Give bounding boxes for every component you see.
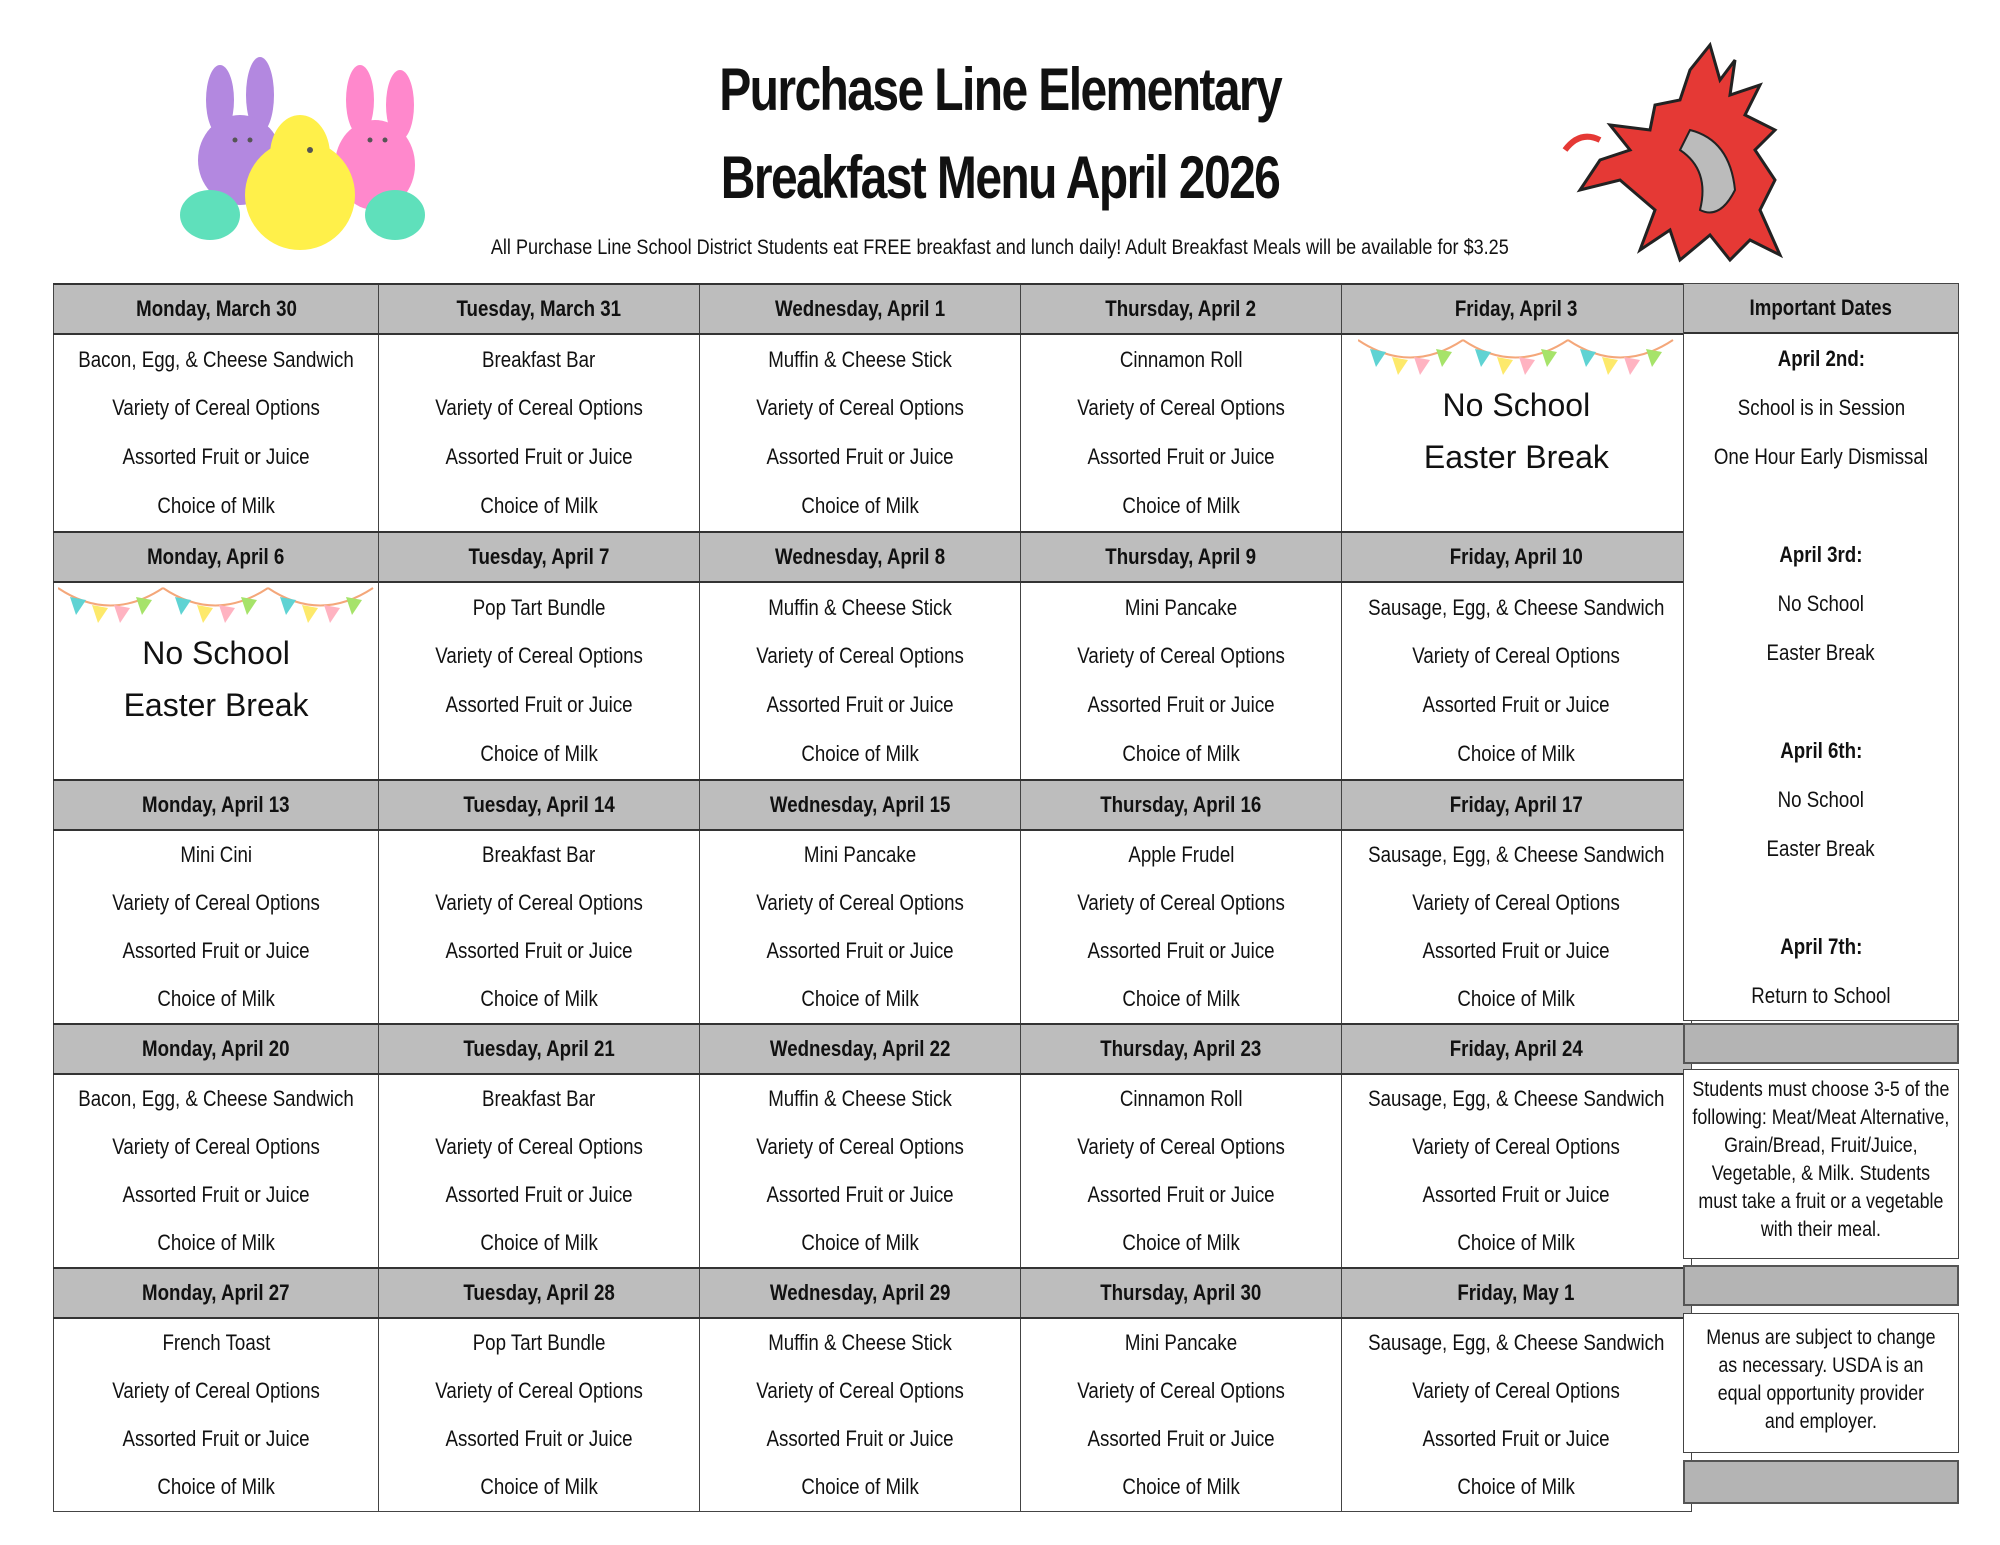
menu-item: Breakfast Bar xyxy=(379,334,700,384)
menu-item: Choice of Milk xyxy=(379,482,700,532)
menu-item: Apple Frudel xyxy=(1021,830,1342,879)
menu-item: Choice of Milk xyxy=(1342,1219,1692,1268)
menu-item: Variety of Cereal Options xyxy=(379,879,700,927)
important-date-line: School is in Session xyxy=(1737,395,1905,420)
menu-item: Sausage, Egg, & Cheese Sandwich xyxy=(1342,1074,1692,1123)
day-header: Monday, April 27 xyxy=(54,1268,379,1318)
menu-item: Variety of Cereal Options xyxy=(54,879,379,927)
menu-item: Pop Tart Bundle xyxy=(379,1318,700,1367)
important-date-line: April 6th: xyxy=(1779,738,1863,763)
week-header-row xyxy=(54,284,1692,334)
menu-row xyxy=(54,927,1692,975)
day-header: Thursday, April 2 xyxy=(1021,284,1342,334)
week-header-row xyxy=(54,532,1692,582)
menu-item: Variety of Cereal Options xyxy=(1342,632,1692,681)
meal-requirements-note: Students must choose 3-5 of the following: Meat/Meat Alternative, Grain/Bread, Fruit/Juice, Vegetable, & Milk. Students must take a fruit or a vegetable with their meal. xyxy=(1683,1069,1959,1259)
important-date-line: No School xyxy=(1777,591,1865,616)
day-header: Thursday, April 23 xyxy=(1021,1024,1342,1074)
menu-row xyxy=(54,334,1692,384)
day-header: Thursday, April 9 xyxy=(1021,532,1342,582)
menu-item: Muffin & Cheese Stick xyxy=(700,1318,1021,1367)
day-header: Thursday, April 30 xyxy=(1021,1268,1342,1318)
menu-item: Muffin & Cheese Stick xyxy=(700,1074,1021,1123)
divider-bar xyxy=(1683,1023,1959,1064)
menu-item: Choice of Milk xyxy=(1021,975,1342,1024)
menu-item: Variety of Cereal Options xyxy=(700,1367,1021,1415)
menu-item: Cinnamon Roll xyxy=(1021,1074,1342,1123)
day-header: Tuesday, March 31 xyxy=(379,284,700,334)
menu-item: Muffin & Cheese Stick xyxy=(700,582,1021,632)
week-header-row xyxy=(54,780,1692,830)
menu-item: Variety of Cereal Options xyxy=(54,1123,379,1171)
day-header: Friday, April 3 xyxy=(1342,284,1692,334)
day-header: Wednesday, April 15 xyxy=(700,780,1021,830)
menu-item: Assorted Fruit or Juice xyxy=(54,433,379,482)
important-date-line: April 3rd: xyxy=(1779,542,1863,567)
menu-item: Sausage, Egg, & Cheese Sandwich xyxy=(1342,830,1692,879)
menu-row xyxy=(54,1415,1692,1463)
menu-item: Cinnamon Roll xyxy=(1021,334,1342,384)
menu-item: Sausage, Egg, & Cheese Sandwich xyxy=(1342,582,1692,632)
menu-item: Assorted Fruit or Juice xyxy=(379,1171,700,1219)
menu-item: Variety of Cereal Options xyxy=(1342,879,1692,927)
menu-item: Assorted Fruit or Juice xyxy=(1021,927,1342,975)
easter-peeps-illustration xyxy=(180,55,430,255)
important-date-line xyxy=(1684,677,1958,726)
menu-item: Assorted Fruit or Juice xyxy=(379,1415,700,1463)
menu-row xyxy=(54,975,1692,1024)
menu-item: Choice of Milk xyxy=(1342,1463,1692,1512)
important-date-line: Easter Break xyxy=(1766,640,1876,665)
day-header: Friday, April 17 xyxy=(1342,780,1692,830)
important-date-line: April 7th: xyxy=(1779,934,1863,959)
menu-item: Choice of Milk xyxy=(379,730,700,780)
menu-item: Assorted Fruit or Juice xyxy=(700,1415,1021,1463)
day-header: Wednesday, April 29 xyxy=(700,1268,1021,1318)
subtitle-free-meals-notice: All Purchase Line School District Students eat FREE breakfast and lunch daily! Adult Breakfast Meals will be available for $3.25 xyxy=(491,236,1509,259)
menu-row xyxy=(54,830,1692,879)
important-dates-panel xyxy=(1683,283,1959,1021)
menu-item: Variety of Cereal Options xyxy=(700,632,1021,681)
menu-item: Variety of Cereal Options xyxy=(700,879,1021,927)
menu-item: Sausage, Egg, & Cheese Sandwich xyxy=(1342,1318,1692,1367)
menu-item: Assorted Fruit or Juice xyxy=(1342,681,1692,730)
no-school-label: No School xyxy=(142,635,290,671)
easter-break-label: Easter Break xyxy=(1423,439,1609,475)
menu-item: Mini Pancake xyxy=(1021,1318,1342,1367)
menu-item: Variety of Cereal Options xyxy=(1021,1367,1342,1415)
menu-item: Mini Cini xyxy=(54,830,379,879)
menu-row xyxy=(54,1367,1692,1415)
breakfast-menu-calendar xyxy=(53,283,1692,1512)
menu-row xyxy=(54,1171,1692,1219)
easter-break-label: Easter Break xyxy=(123,687,309,723)
menu-item: Choice of Milk xyxy=(1021,482,1342,532)
menu-row xyxy=(54,1219,1692,1268)
menu-item: Assorted Fruit or Juice xyxy=(1021,1415,1342,1463)
menu-item: Assorted Fruit or Juice xyxy=(379,681,700,730)
day-header: Monday, March 30 xyxy=(54,284,379,334)
menu-item: Assorted Fruit or Juice xyxy=(1021,433,1342,482)
menu-item: Assorted Fruit or Juice xyxy=(1021,681,1342,730)
important-date-line xyxy=(1684,873,1958,922)
menu-item: Variety of Cereal Options xyxy=(1021,1123,1342,1171)
menu-item: Assorted Fruit or Juice xyxy=(54,1171,379,1219)
menu-item: Choice of Milk xyxy=(54,1219,379,1268)
menu-item: Variety of Cereal Options xyxy=(1342,1367,1692,1415)
important-date-line: April 2nd: xyxy=(1777,346,1865,371)
menu-item: Variety of Cereal Options xyxy=(379,632,700,681)
important-date-line: One Hour Early Dismissal xyxy=(1713,444,1929,469)
menu-item: Assorted Fruit or Juice xyxy=(54,1415,379,1463)
menu-row xyxy=(54,1074,1692,1123)
usda-disclaimer-note: Menus are subject to change as necessary. USDA is an equal opportunity provider and employer. xyxy=(1683,1313,1959,1453)
menu-item: Breakfast Bar xyxy=(379,1074,700,1123)
day-header: Tuesday, April 7 xyxy=(379,532,700,582)
menu-item: Variety of Cereal Options xyxy=(1021,632,1342,681)
menu-item: French Toast xyxy=(54,1318,379,1367)
menu-item: Breakfast Bar xyxy=(379,830,700,879)
menu-row xyxy=(54,1123,1692,1171)
title-menu-month: Breakfast Menu April 2026 xyxy=(720,144,1280,211)
bunting-decoration xyxy=(58,583,374,628)
day-header: Friday, May 1 xyxy=(1342,1268,1692,1318)
day-header: Monday, April 6 xyxy=(54,532,379,582)
menu-item: Pop Tart Bundle xyxy=(379,582,700,632)
menu-item: Variety of Cereal Options xyxy=(700,384,1021,433)
menu-item: Assorted Fruit or Juice xyxy=(1021,1171,1342,1219)
menu-row xyxy=(54,1463,1692,1512)
menu-item: Mini Pancake xyxy=(1021,582,1342,632)
menu-item: Assorted Fruit or Juice xyxy=(379,433,700,482)
important-dates-header: Important Dates xyxy=(1684,284,1958,334)
menu-item: Assorted Fruit or Juice xyxy=(700,433,1021,482)
menu-item: Assorted Fruit or Juice xyxy=(54,927,379,975)
menu-item: Variety of Cereal Options xyxy=(54,1367,379,1415)
menu-item: Variety of Cereal Options xyxy=(1021,384,1342,433)
menu-item: Choice of Milk xyxy=(379,1463,700,1512)
important-date-line: No School xyxy=(1777,787,1865,812)
menu-item: Bacon, Egg, & Cheese Sandwich xyxy=(54,334,379,384)
day-header: Wednesday, April 1 xyxy=(700,284,1021,334)
menu-item: Choice of Milk xyxy=(1342,975,1692,1024)
divider-bar xyxy=(1683,1460,1959,1504)
menu-item: Choice of Milk xyxy=(700,1219,1021,1268)
menu-item: Choice of Milk xyxy=(700,1463,1021,1512)
divider-bar xyxy=(1683,1265,1959,1306)
menu-item: Variety of Cereal Options xyxy=(54,384,379,433)
week-header-row xyxy=(54,1268,1692,1318)
menu-item: Choice of Milk xyxy=(700,975,1021,1024)
bunting-decoration xyxy=(1358,335,1674,380)
day-header: Wednesday, April 8 xyxy=(700,532,1021,582)
menu-item: Assorted Fruit or Juice xyxy=(1342,1171,1692,1219)
important-date-line: Return to School xyxy=(1751,983,1891,1008)
menu-item: Variety of Cereal Options xyxy=(379,384,700,433)
menu-item: Choice of Milk xyxy=(1342,730,1692,780)
menu-item: Choice of Milk xyxy=(1021,1219,1342,1268)
menu-item: Choice of Milk xyxy=(1021,1463,1342,1512)
menu-item: Variety of Cereal Options xyxy=(700,1123,1021,1171)
day-header: Monday, April 13 xyxy=(54,780,379,830)
day-header: Tuesday, April 14 xyxy=(379,780,700,830)
menu-item: Assorted Fruit or Juice xyxy=(379,927,700,975)
menu-item: Variety of Cereal Options xyxy=(1021,879,1342,927)
menu-item: Assorted Fruit or Juice xyxy=(700,681,1021,730)
day-header: Friday, April 10 xyxy=(1342,532,1692,582)
menu-item: Choice of Milk xyxy=(54,975,379,1024)
no-school-cell xyxy=(1342,334,1692,532)
menu-item: Bacon, Egg, & Cheese Sandwich xyxy=(54,1074,379,1123)
menu-item: Choice of Milk xyxy=(700,482,1021,532)
day-header: Tuesday, April 21 xyxy=(379,1024,700,1074)
menu-item: Variety of Cereal Options xyxy=(379,1123,700,1171)
day-header: Thursday, April 16 xyxy=(1021,780,1342,830)
day-header: Friday, April 24 xyxy=(1342,1024,1692,1074)
no-school-label: No School xyxy=(1442,387,1591,423)
menu-row xyxy=(54,582,1692,632)
menu-item: Choice of Milk xyxy=(54,482,379,532)
menu-item: Variety of Cereal Options xyxy=(379,1367,700,1415)
menu-item: Choice of Milk xyxy=(379,975,700,1024)
day-header: Wednesday, April 22 xyxy=(700,1024,1021,1074)
menu-item: Muffin & Cheese Stick xyxy=(700,334,1021,384)
menu-item: Assorted Fruit or Juice xyxy=(1342,1415,1692,1463)
menu-item: Choice of Milk xyxy=(1021,730,1342,780)
menu-item: Choice of Milk xyxy=(379,1219,700,1268)
menu-item: Variety of Cereal Options xyxy=(1342,1123,1692,1171)
menu-item: Assorted Fruit or Juice xyxy=(700,1171,1021,1219)
menu-row xyxy=(54,879,1692,927)
week-header-row xyxy=(54,1024,1692,1074)
no-school-cell xyxy=(54,582,379,780)
menu-item: Assorted Fruit or Juice xyxy=(700,927,1021,975)
important-date-line: Easter Break xyxy=(1766,836,1876,861)
title-school-name: Purchase Line Elementary xyxy=(719,56,1281,123)
day-header: Tuesday, April 28 xyxy=(379,1268,700,1318)
menu-item: Assorted Fruit or Juice xyxy=(1342,927,1692,975)
menu-item: Choice of Milk xyxy=(700,730,1021,780)
important-date-line xyxy=(1684,481,1958,530)
menu-row xyxy=(54,1318,1692,1367)
day-header: Monday, April 20 xyxy=(54,1024,379,1074)
menu-item: Choice of Milk xyxy=(54,1463,379,1512)
menu-item: Mini Pancake xyxy=(700,830,1021,879)
